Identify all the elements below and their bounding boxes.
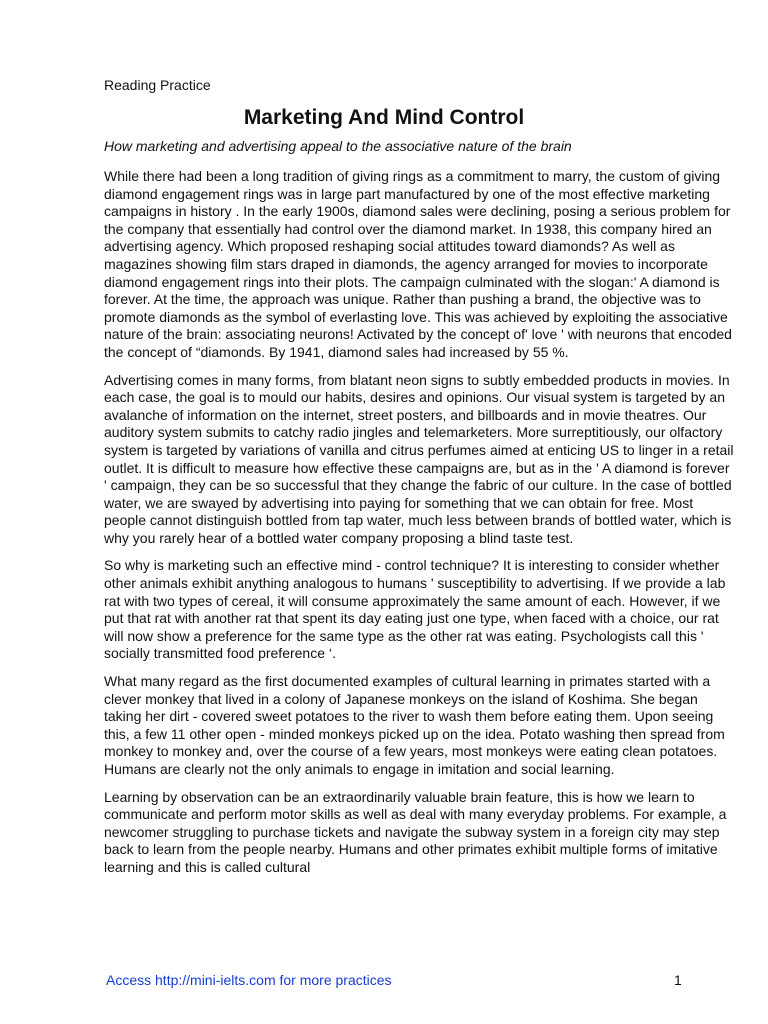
page-number: 1 (674, 972, 682, 988)
paragraph-4: What many regard as the first documented examples of cultural learning in primates started with a clever monkey that lived in a colony of Japanese monkeys on the island of Koshima. She began taking her dirt - covered sweet potatoes to the river to wash them before eating them. Upon seeing this, a few 11 other open - minded monkeys picked up on the idea. Potato washing then spread from monkey to monkey and, over the course of a few years, most monkeys were eating clean potatoes. Humans are clearly not the only animals to engage in imitation and social learning. (104, 673, 725, 777)
paragraph-1: While there had been a long tradition of giving rings as a commitment to marry, the custom of giving diamond engagement rings was in large part manufactured by one of the most effective marketing campaigns in history . In the early 1900s, diamond sales were declining, posing a serious problem for the company that essentially had control over the diamond market. In 1938, this company hired an advertising agency. Which proposed reshaping social attitudes toward diamonds? As well as magazines showing film stars draped in diamonds, the agency arranged for movies to incorporate diamond engagement rings into their plots. The campaign culminated with the slogan:' A diamond is forever. At the time, the approach was unique. Rather than pushing a brand, the objective was to promote diamonds as the symbol of everlasting love. This was achieved by exploiting the associative nature of the brain: associating neurons! Activated by the concept of' love ' with neurons that encoded the concept of “diamonds. By 1941, diamond sales had increased by 55 %. (104, 168, 732, 360)
footer-access-link[interactable]: Access http://mini-ielts.com for more practices (106, 972, 392, 988)
section-label: Reading Practice (104, 77, 211, 93)
article-subtitle: How marketing and advertising appeal to the associative nature of the brain (104, 138, 572, 154)
article-body (104, 168, 734, 887)
paragraph-5: Learning by observation can be an extraordinarily valuable brain feature, this is how we learn to communicate and perform motor skills as well as deal with many everyday problems. For example, a newcomer struggling to purchase tickets and navigate the subway system in a foreign city may step back to learn from the people nearby. Humans and other primates exhibit multiple forms of imitative learning and this is called cultural (104, 788, 727, 875)
paragraph-2: Advertising comes in many forms, from blatant neon signs to subtly embedded products in movies. In each case, the goal is to mould our habits, desires and opinions. Our visual system is targeted by an avalanche of information on the internet, street posters, and billboards and in movie theatres. Our auditory system submits to catchy radio jingles and telemarketers. More surreptitiously, our olfactory system is targeted by variations of vanilla and citrus perfumes aimed at enticing US to linger in a retail outlet. It is difficult to measure how effective these campaigns are, but as in the ' A diamond is forever ' campaign, they can be so successful that they change the fabric of our culture. In the case of bottled water, we are swayed by advertising into paying for something that we can obtain for free. Most people cannot distinguish bottled from tap water, much less between brands of bottled water, which is why you rarely hear of a bottled water company proposing a blind taste test. (104, 371, 734, 546)
article-title: Marketing And Mind Control (243, 106, 525, 129)
paragraph-3: So why is marketing such an effective mind - control technique? It is interesting to consider whether other animals exhibit anything analogous to humans ' susceptibility to advertising. If we provide a lab rat with two types of cereal, it will consume approximately the same amount of each. However, if we put that rat with another rat that spent its day eating just one type, when faced with a choice, our rat will now show a preference for the same type as the other rat was eating. Psychologists call this ' socially transmitted food preference ‘. (104, 557, 726, 662)
